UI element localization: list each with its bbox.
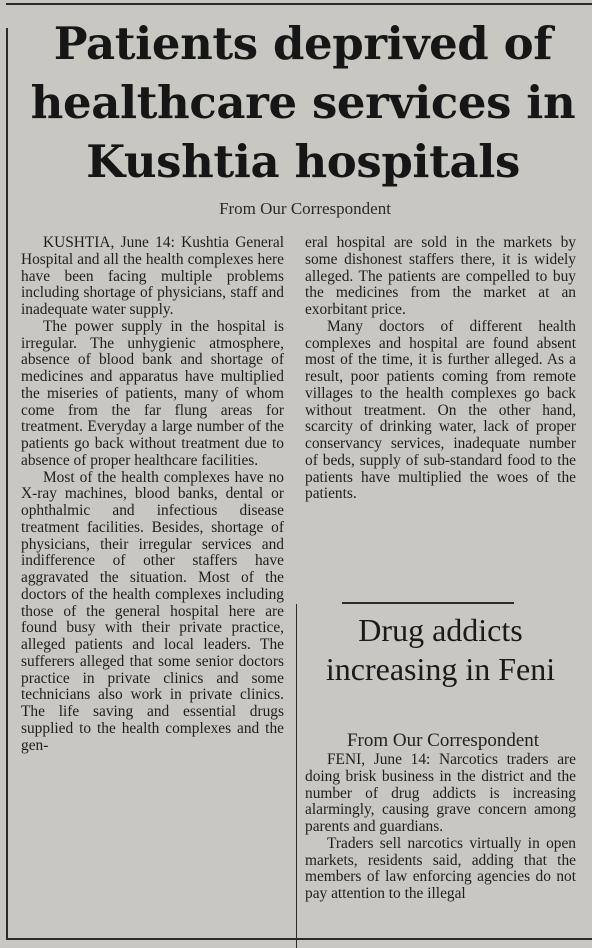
article-paragraph: Most of the health complexes have no X-ray machines, blood banks, dental or ophthalmic and infectious disease treatment facilities. Besides, shortage of physicians, their irregular services and indifference of other staffers have aggravated the situation. Most of the doctors of the health complexes including those of the general hospital here are found busy with their private practice, alleged patients and local leaders. The sufferers alleged that some senior doctors practice in private clinics and some technicians also work in private clinics. The life saving and essential drugs supplied to the health complexes and the gen-	[21, 468, 284, 754]
top-rule	[6, 3, 592, 5]
sub-headline: Drug addicts increasing in Feni	[325, 612, 556, 687]
headline: Patients deprived of healthcare services in Kushtia hospitals	[30, 17, 576, 188]
article-column-3	[305, 752, 576, 903]
article-paragraph: KUSHTIA, June 14: Kushtia General Hospital and all the health complexes here have been facing multiple problems including shortage of physicians, staff and inadequate water supply.	[21, 234, 284, 318]
byline: From Our Correspondent	[219, 199, 391, 218]
article-paragraph: Many doctors of different health complexes and hospital are found absent most of the time, it is further alleged. As a result, poor patients coming from remote villages to the health complexes go back without treatment. On the other hand, scarcity of drinking water, lack of proper conservancy services, inadequate number of beds, supply of sub-standard food to the patients have multiplied the woes of the patients.	[305, 317, 576, 503]
article-column-1	[21, 235, 284, 754]
sub-byline: From Our Correspondent	[346, 730, 540, 751]
article-column-2	[305, 235, 576, 503]
bottom-rule	[6, 938, 592, 940]
article-paragraph: The power supply in the hospital is irregular. The unhygienic atmosphere, absence of blood bank and shortage of medicines and apparatus have multiplied the miseries of patients, many of whom come from the far flung areas for treatment. Everyday a large number of the patients go back without treatment due to absence of proper healthcare facilities.	[21, 317, 284, 469]
article-paragraph: eral hospital are sold in the markets by some dishonest staffers there, it is widely alleged. The patients are compelled to buy the medicines from the market at an exorbitant price.	[305, 234, 576, 318]
article-separator-rule	[342, 602, 514, 604]
column-divider-rule	[296, 604, 297, 948]
article-paragraph: Traders sell narcotics virtually in open markets, residents said, adding that the members of law enforcing agencies do not pay attention to the illegal	[305, 834, 576, 902]
left-border-rule	[6, 28, 8, 940]
article-paragraph: FENI, June 14: Narcotics traders are doing brisk business in the district and the number of drug addicts is increasing alarmingly, causing grave concern among parents and guardians.	[305, 751, 576, 835]
